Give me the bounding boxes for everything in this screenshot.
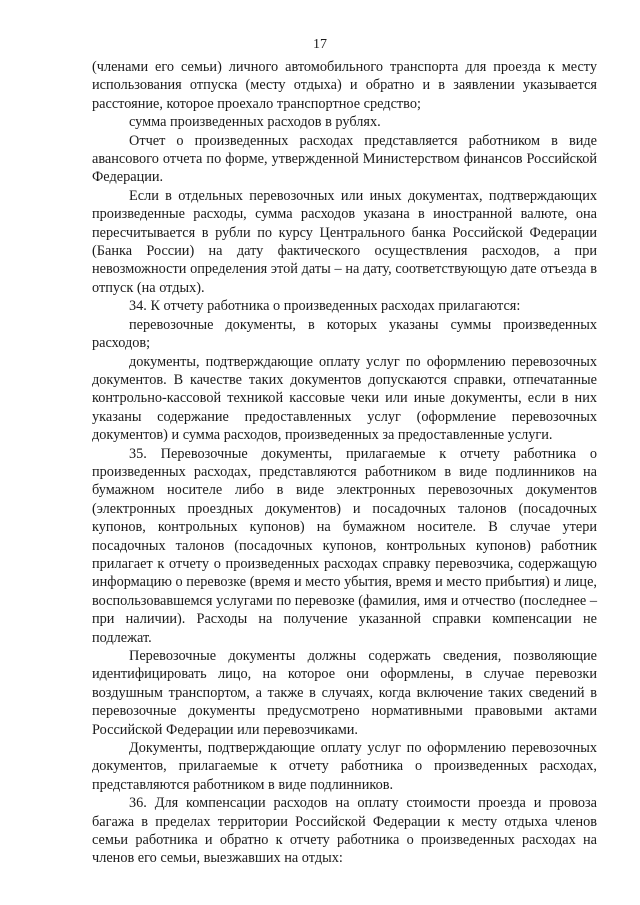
paragraph-clause-34: 34. К отчету работника о произведенных расходах прилагаются: (129, 298, 521, 315)
paragraph: перевозочные документы, в которых указаны суммы произведенных расходов; (92, 316, 597, 352)
paragraph: Перевозочные документы должны содержать сведения, позволяющие идентифицировать лицо, на которое они оформлены, в случае перевозки воздушным транспортом, а также в случаях, когда включение таких сведений в перевозочные документы предусмотрено нормативными правовыми актами Российской Федерации или перевозчиками. (92, 648, 597, 738)
paragraph: сумма произведенных расходов в рублях. (129, 114, 381, 131)
paragraph: Если в отдельных перевозочных или иных документах, подтверждающих произведенные расходы, сумма расходов указана в иностранной валюте, она пересчитывается в рубли по курсу Центрального банка Российской Федерации (Банка России) на дату фактического осуществления расходов, а при невозможности определения этой даты – на дату, соответствующую дате отъезда в отпуск (на отдых). (92, 187, 597, 296)
document-body (92, 58, 597, 868)
paragraph: Документы, подтверждающие оплату услуг по оформлению перевозочных документов, прилагаемые к отчету работника о произведенных расходах, представляются работником в виде подлинников. (92, 740, 597, 793)
page-number: 17 (313, 37, 327, 52)
paragraph-continued: (членами его семьи) личного автомобильного транспорта для проезда к месту использования отпуска (месту отдыха) и обратно и в заявлении указывается расстояние, которое проехало транспортное средство; (92, 59, 597, 112)
paragraph-clause-35: 35. Перевозочные документы, прилагаемые к отчету работника о произведенных расходах, представляются работником в виде подлинников на бумажном носителе либо в виде электронных перевозочных документов (электронных проездных документов) и посадочных талонов (посадочных купонов, контрольных купонов) на бумажном носителе. В случае утери посадочных талонов (посадочных купонов, контрольных купонов) работник прилагает к отчету о произведенных расходах справку перевозчика, содержащую информацию о перевозке (время и место убытия, время и место прибытия) и лице, воспользовавшемся услугами по перевозке (фамилия, имя и отчество (последнее – при наличии). Расходы на получение указанной справки компенсации не подлежат. (92, 445, 597, 646)
paragraph: документы, подтверждающие оплату услуг по оформлению перевозочных документов. В качестве таких документов допускаются справки, отпечатанные контрольно-кассовой техникой кассовые чеки или иные документы, если в них указаны содержание предоставленных услуг (оформление перевозочных документов) и сумма расходов, произведенных за предоставленные услуги. (92, 353, 597, 444)
paragraph-clause-36: 36. Для компенсации расходов на оплату стоимости проезда и провоза багажа в пределах территории Российской Федерации к месту отдыха членов семьи работника и обратно к отчету работника о произведенных расходах на членов его семьи, выезжавших на отдых: (92, 795, 597, 867)
paragraph: Отчет о произведенных расходах представляется работником в виде авансового отчета по форме, утвержденной Министерством финансов Российской Федерации. (92, 132, 597, 186)
